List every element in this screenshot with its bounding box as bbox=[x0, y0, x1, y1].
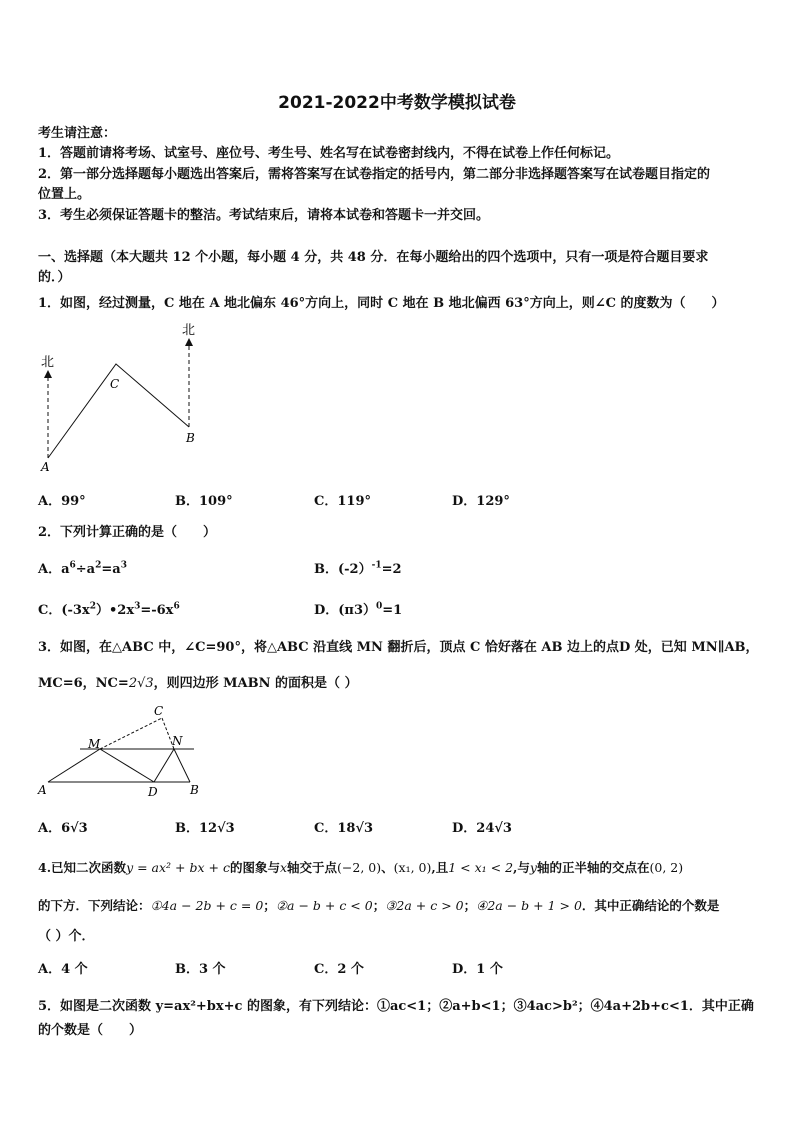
q1-figure bbox=[36, 322, 206, 474]
point-label-a: A bbox=[41, 460, 50, 474]
q4-option-b[interactable]: B．3 个 bbox=[175, 962, 226, 977]
line-nb bbox=[174, 749, 190, 782]
q2-option-d[interactable]: D．(π3）$^0$=1 bbox=[314, 601, 403, 618]
north-label-a: 北 bbox=[41, 355, 55, 370]
q3-option-d[interactable]: D．24√3 bbox=[452, 821, 512, 836]
line-am bbox=[48, 749, 100, 782]
q1-option-b[interactable]: B．109° bbox=[175, 494, 233, 509]
notice-item: 位置上。 bbox=[38, 187, 91, 202]
point-label-a: A bbox=[38, 783, 47, 797]
q2-text: 2．下列计算正确的是（ ） bbox=[38, 525, 217, 540]
q4-text-line1: 4.已知二次函数y = ax² + bx + c的图象与x轴交于点(−2, 0)、(x₁, 0),且1 < x₁ < 2,与y轴的正半轴的交点在(0, 2) bbox=[38, 860, 684, 875]
q3-option-a[interactable]: A．6√3 bbox=[38, 821, 88, 836]
point-label-d: D bbox=[148, 785, 158, 799]
q3-figure bbox=[34, 700, 214, 800]
q4-option-c[interactable]: C．2 个 bbox=[314, 962, 364, 977]
north-label-b: 北 bbox=[182, 323, 196, 338]
q3-nc-value: 2√3 bbox=[128, 676, 154, 691]
q2-option-c[interactable]: C．$(-3x^2)•2x^3=-6x^6$ bbox=[38, 601, 180, 618]
section-heading-cont: 的．） bbox=[38, 270, 71, 285]
q2-option-b[interactable]: B．(-2）$^{-1}$=2 bbox=[314, 560, 402, 577]
q1-option-a[interactable]: A．99° bbox=[38, 494, 86, 509]
q5-text-line2: 的个数是（ ） bbox=[38, 1023, 143, 1038]
q4-text-line2: 的下方．下列结论：①4a − 2b + c = 0；②a − b + c < 0；③2a + c > 0；④2a − b + 1 > 0．其中正确结论的个数是 bbox=[38, 898, 720, 913]
q4-text-line3: （ ）个． bbox=[38, 929, 95, 944]
q3-option-b[interactable]: B．12√3 bbox=[175, 821, 235, 836]
q1-option-d[interactable]: D．129° bbox=[452, 494, 510, 509]
line-nd bbox=[154, 749, 174, 782]
point-label-b: B bbox=[190, 783, 199, 797]
point-label-c: C bbox=[154, 704, 164, 718]
notice-item: 3．考生必须保证答题卡的整洁。考试结束后，请将本试卷和答题卡一并交回。 bbox=[38, 208, 490, 223]
q3-text-line1: 3．如图，在△ABC 中，∠C=90°，将△ABC 沿直线 MN 翻折后，顶点 C 恰好落在 AB 边上的点D 处，已知 MN∥AB， bbox=[38, 640, 759, 655]
notice-item: 1．答题前请将考场、试室号、座位号、考生号、姓名写在试卷密封线内，不得在试卷上作任何标记。 bbox=[38, 146, 620, 161]
section-heading: 一、选择题（本大题共 12 个小题，每小题 4 分，共 48 分．在每小题给出的四个选项中，只有一项是符合题目要求 bbox=[38, 250, 709, 265]
q1-text: 1．如图，经过测量，C 地在 A 地北偏东 46°方向上，同时 C 地在 B 地北偏西 63°方向上，则∠C 的度数为（ ） bbox=[38, 296, 725, 311]
q3-option-c[interactable]: C．18√3 bbox=[314, 821, 374, 836]
q3-text-line2: MC=6，NC=2√3，则四边形 MABN 的面积是（ ） bbox=[38, 676, 358, 691]
line-mc-dashed bbox=[100, 718, 162, 749]
q4-option-a[interactable]: A．4 个 bbox=[38, 962, 88, 977]
page-title: 2021-2022中考数学模拟试卷 bbox=[278, 93, 516, 113]
q5-text-line1: 5．如图是二次函数 y=ax²+bx+c 的图象，有下列结论：①ac<1；②a+b<1；③4ac>b²；④4a+2b+c<1．其中正确 bbox=[38, 999, 754, 1014]
line-md bbox=[100, 749, 154, 782]
q1-option-c[interactable]: C．119° bbox=[314, 494, 371, 509]
notice-heading: 考生请注意： bbox=[38, 126, 117, 141]
q4-option-d[interactable]: D．1 个 bbox=[452, 962, 503, 977]
point-label-b: B bbox=[186, 431, 195, 445]
q2-option-a[interactable]: A．$a^6\div a^2=a^3$ bbox=[38, 560, 127, 577]
notice-item: 2．第一部分选择题每小题选出答案后，需将答案写在试卷指定的括号内，第二部分非选择题答案写在试卷题目指定的 bbox=[38, 167, 711, 182]
point-label-m: M bbox=[88, 737, 101, 751]
point-label-c: C bbox=[110, 377, 120, 391]
point-label-n: N bbox=[172, 734, 183, 748]
